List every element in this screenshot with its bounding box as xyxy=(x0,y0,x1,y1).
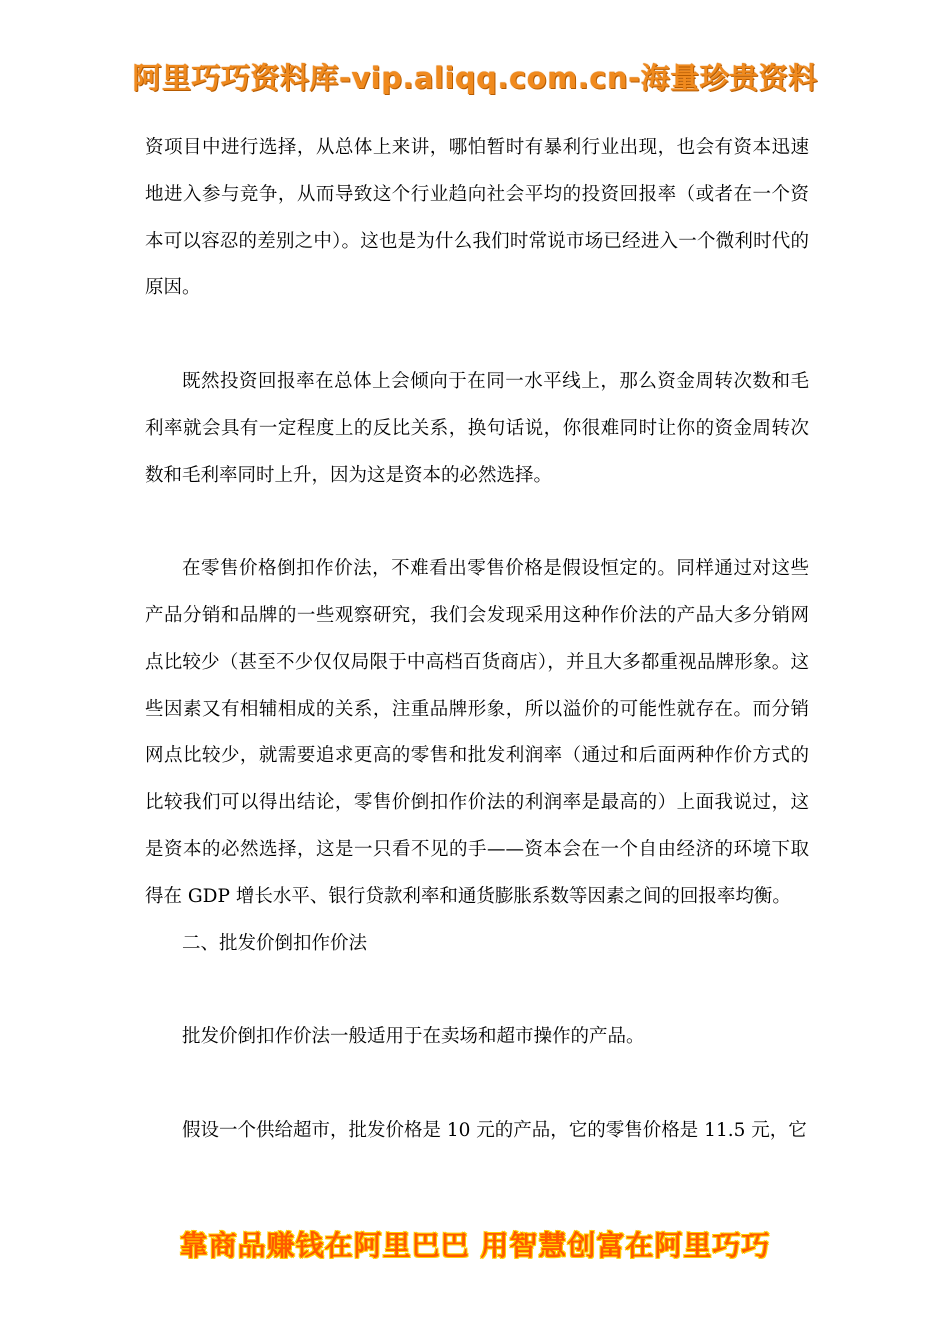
header-banner: 阿里巧巧资料库-vip.aliqq.com.cn-海量珍贵资料 xyxy=(132,61,818,95)
document-body xyxy=(145,125,809,1155)
section-heading: 二、批发价倒扣作价法 xyxy=(182,932,368,954)
paragraph-spacer xyxy=(145,312,809,359)
paragraph-spacer xyxy=(145,1061,809,1108)
paragraph-2: 既然投资回报率在总体上会倾向于在同一水平线上，那么资金周转次数和毛利率就会具有一定程度上的反比关系，换句话说，你很难同时让你的资金周转次数和毛利率同时上升，因为这是资本的必然选择。 xyxy=(145,370,809,486)
paragraph-4: 批发价倒扣作价法一般适用于在卖场和超市操作的产品。 xyxy=(182,1026,645,1048)
paragraph-5: 假设一个供给超市，批发价格是 10 元的产品，它的零售价格是 11.5 元，它 xyxy=(182,1119,807,1141)
paragraph-1: 资项目中进行选择，从总体上来讲，哪怕暂时有暴利行业出现，也会有资本迅速地进入参与竞争，从而导致这个行业趋向社会平均的投资回报率（或者在一个资本可以容忍的差别之中）。这也是为什么我们时常说市场已经进入一个微利时代的原因。 xyxy=(145,137,809,299)
paragraph-spacer xyxy=(145,499,809,546)
paragraph-3: 在零售价格倒扣作价法，不难看出零售价格是假设恒定的。同样通过对这些产品分销和品牌的一些观察研究，我们会发现采用这种作价法的产品大多分销网点比较少（甚至不少仅仅局限于中高档百货商店），并且大多都重视品牌形象。这些因素又有相辅相成的关系，注重品牌形象，所以溢价的可能性就存在。而分销网点比较少，就需要追求更高的零售和批发利润率（通过和后面两种作价方式的比较我们可以得出结论，零售价倒扣作价法的利润率是最高的）上面我说过，这是资本的必然选择，这是一只看不见的手——资本会在一个自由经济的环境下取得在 GDP 增长水平、银行贷款利率和通货膨胀系数等因素之间的回报率均衡。 xyxy=(145,558,809,907)
paragraph-spacer xyxy=(145,967,809,1014)
footer-banner: 靠商品赚钱在阿里巴巴 用智慧创富在阿里巧巧 xyxy=(179,1229,771,1262)
